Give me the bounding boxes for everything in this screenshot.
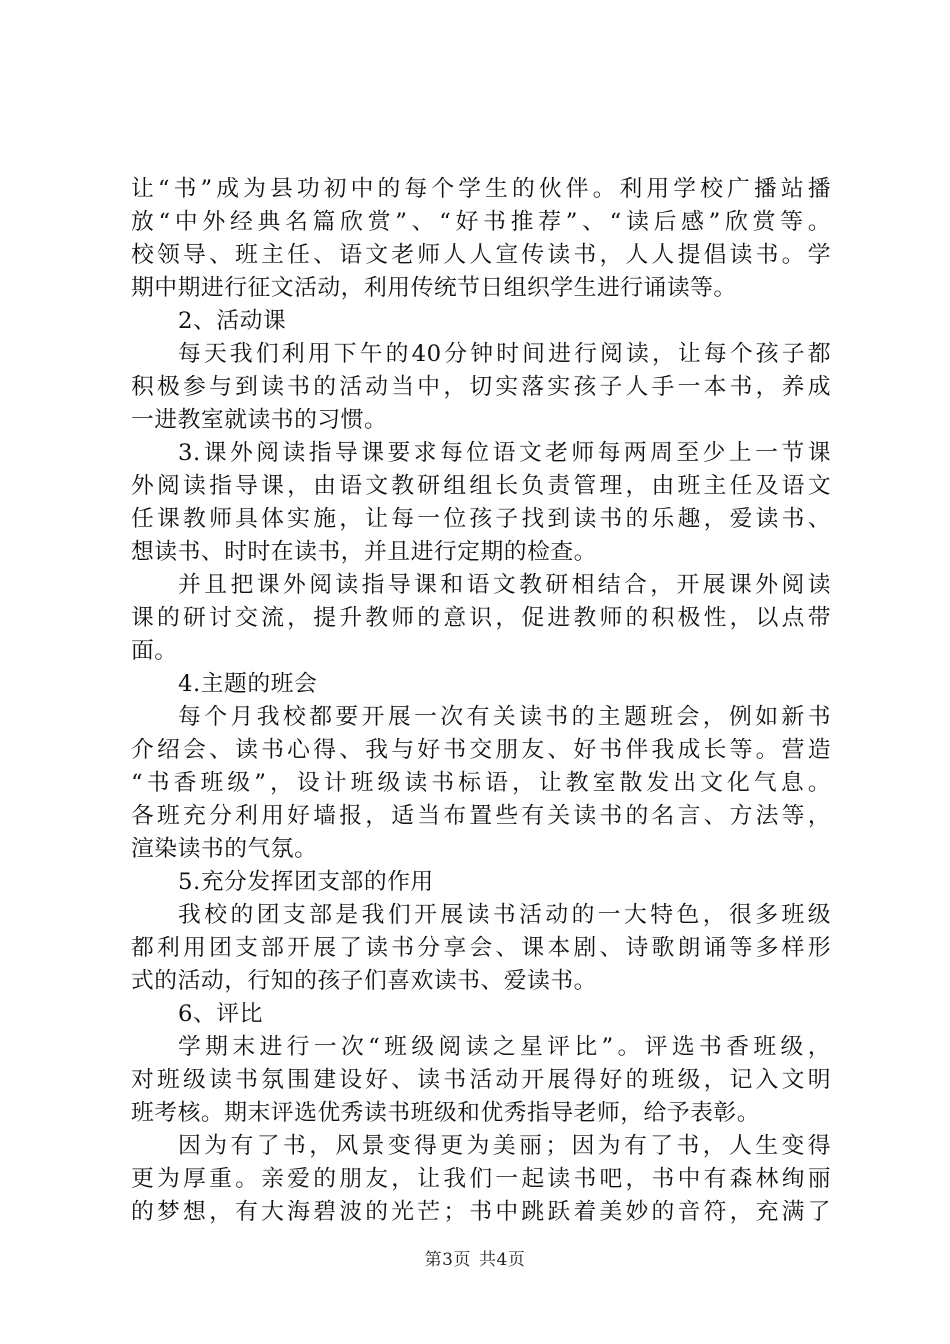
text-line: 面。 bbox=[131, 638, 178, 664]
text-line: 一进教室就读书的习惯。 bbox=[131, 407, 388, 433]
text-line: 6、评比 bbox=[178, 1001, 263, 1027]
page-footer bbox=[0, 1245, 950, 1270]
page-total: 共4页 bbox=[479, 1250, 526, 1270]
text-line: 放“中外经典名篇欣赏”、“好书推荐”、“读后感”欣赏等。 bbox=[131, 209, 831, 235]
text-line: 更为厚重。亲爱的朋友，让我们一起读书吧，书中有森林绚丽 bbox=[131, 1166, 831, 1192]
text-line: 课的研讨交流，提升教师的意识，促进教师的积极性，以点带 bbox=[131, 605, 831, 631]
text-line: 每天我们利用下午的40分钟时间进行阅读，让每个孩子都 bbox=[178, 341, 831, 367]
text-line: 都利用团支部开展了读书分享会、课本剧、诗歌朗诵等多样形 bbox=[131, 935, 831, 961]
text-line: 2、活动课 bbox=[178, 308, 287, 334]
page-number: 第3页 bbox=[424, 1250, 471, 1270]
text-line: 5.充分发挥团支部的作用 bbox=[178, 869, 434, 895]
text-line: 4.主题的班会 bbox=[178, 671, 318, 697]
text-line: 我校的团支部是我们开展读书活动的一大特色，很多班级 bbox=[178, 902, 831, 928]
text-line: 各班充分利用好墙报，适当布置些有关读书的名言、方法等， bbox=[131, 803, 831, 829]
text-line: 因为有了书，风景变得更为美丽；因为有了书，人生变得 bbox=[178, 1133, 831, 1159]
text-line: 校领导、班主任、语文老师人人宣传读书，人人提倡读书。学 bbox=[131, 242, 831, 268]
text-line: 班考核。期末评选优秀读书班级和优秀指导老师，给予表彰。 bbox=[131, 1100, 761, 1126]
text-line: “书香班级”，设计班级读书标语，让教室散发出文化气息。 bbox=[131, 770, 831, 796]
text-line: 每个月我校都要开展一次有关读书的主题班会，例如新书 bbox=[178, 704, 831, 730]
text-line: 对班级读书氛围建设好、读书活动开展得好的班级，记入文明 bbox=[131, 1067, 831, 1093]
text-line: 期中期进行征文活动，利用传统节日组织学生进行诵读等。 bbox=[131, 275, 737, 301]
document-body bbox=[131, 173, 831, 1229]
text-line: 介绍会、读书心得、我与好书交朋友、好书伴我成长等。营造 bbox=[131, 737, 831, 763]
text-line: 式的活动，行知的孩子们喜欢读书、爱读书。 bbox=[131, 968, 597, 994]
text-line: 的梦想，有大海碧波的光芒；书中跳跃着美妙的音符，充满了 bbox=[131, 1199, 831, 1225]
text-line: 让“书”成为县功初中的每个学生的伙伴。利用学校广播站播 bbox=[131, 176, 831, 202]
text-line: 3.课外阅读指导课要求每位语文老师每两周至少上一节课 bbox=[178, 440, 831, 466]
text-line: 渲染读书的气氛。 bbox=[131, 836, 318, 862]
text-line: 外阅读指导课，由语文教研组组长负责管理，由班主任及语文 bbox=[131, 473, 831, 499]
text-line: 积极参与到读书的活动当中，切实落实孩子人手一本书，养成 bbox=[131, 374, 831, 400]
text-line: 想读书、时时在读书，并且进行定期的检查。 bbox=[131, 539, 597, 565]
text-line: 并且把课外阅读指导课和语文教研相结合，开展课外阅读 bbox=[178, 572, 831, 598]
text-line: 学期末进行一次“班级阅读之星评比”。评选书香班级， bbox=[178, 1034, 831, 1060]
text-line: 任课教师具体实施，让每一位孩子找到读书的乐趣，爱读书、 bbox=[131, 506, 831, 532]
